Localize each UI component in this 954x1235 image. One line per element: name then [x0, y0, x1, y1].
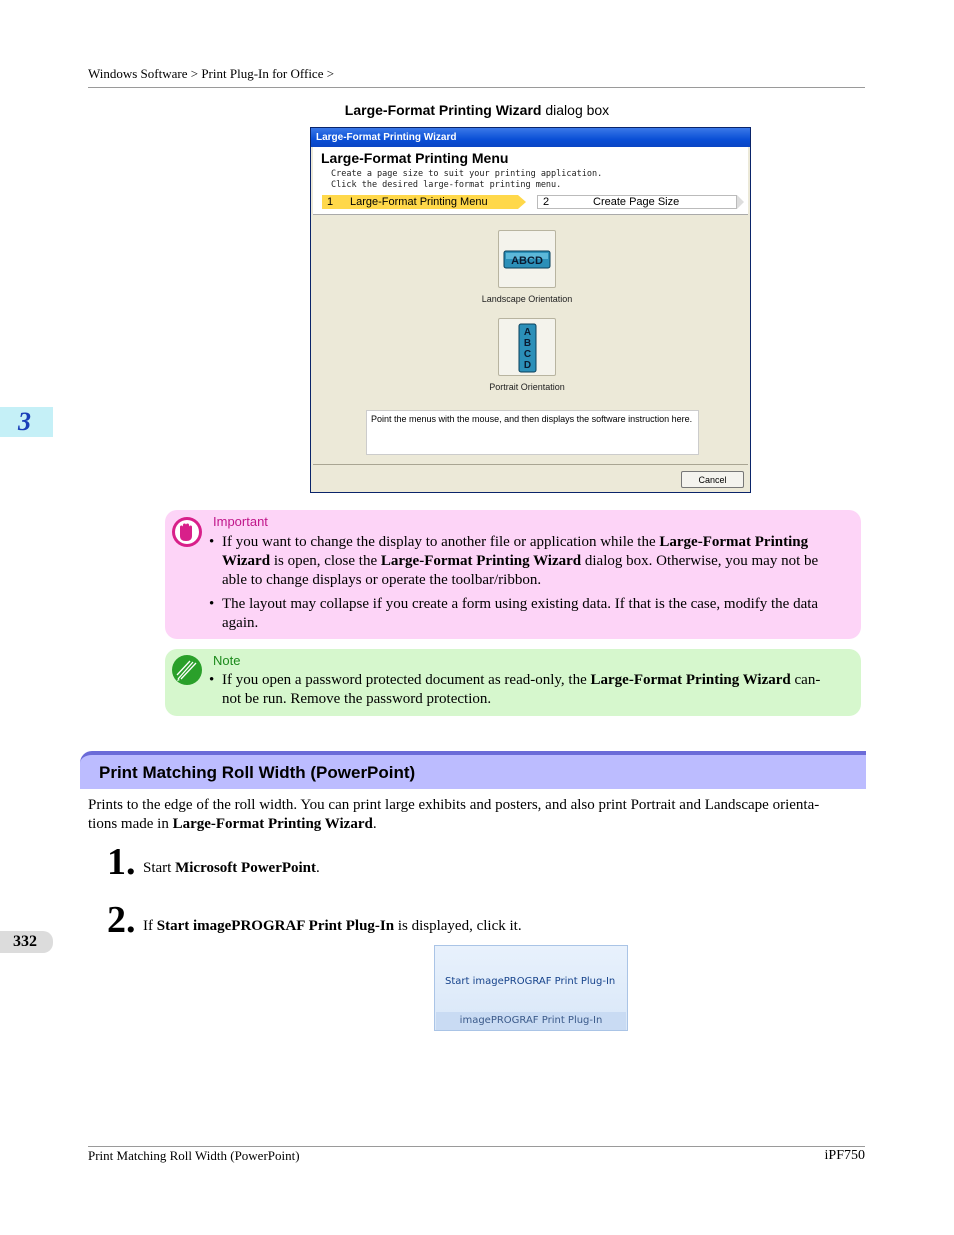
step1-label: Large-Format Printing Menu — [350, 196, 488, 208]
landscape-icon — [499, 231, 555, 287]
important-hand-icon — [171, 516, 203, 548]
text-run: dialog box. Otherwise, you may not be — [581, 553, 819, 569]
text-run: . — [372, 816, 377, 832]
step1-number: 1 — [327, 196, 334, 208]
portrait-letter-a: A — [523, 327, 532, 338]
footer-section-name: Print Matching Roll Width (PowerPoint) — [88, 1148, 300, 1163]
text-run: If you want to change the display to another file or application while the — [222, 534, 660, 550]
section-title: Print Matching Roll Width (PowerPoint) — [99, 763, 416, 782]
wizard-dialog — [310, 127, 751, 493]
note-pencil-icon — [171, 654, 203, 686]
dialog-titlebar: Large-Format Printing Wizard — [311, 128, 750, 147]
portrait-label: Portrait Orientation — [489, 382, 565, 392]
note-callout — [165, 649, 861, 716]
bold-run: Microsoft PowerPoint — [175, 860, 317, 876]
instruction-box: Point the menus with the mouse, and then displays the software instruction here. — [366, 410, 699, 455]
important-bullet-1-text — [222, 533, 850, 590]
body-paragraph — [88, 796, 858, 834]
menu-description-1: Create a page size to suit your printing application. — [331, 169, 603, 179]
section-header — [80, 751, 866, 789]
text-run: is displayed, click it. — [394, 918, 522, 934]
portrait-orientation-button[interactable] — [498, 318, 556, 376]
dialog-header — [313, 147, 748, 215]
cancel-button[interactable]: Cancel — [681, 471, 744, 488]
bold-run: Large-Format Printing Wizard — [172, 816, 373, 832]
portrait-letter-b: B — [523, 338, 532, 349]
note-bullet-text — [222, 671, 850, 709]
step-number-1: 1. — [107, 841, 136, 883]
portrait-icon — [499, 319, 555, 375]
text-run: able to change displays or operate the toolbar/ribbon. — [222, 572, 542, 588]
text-run: tions made in — [88, 816, 173, 832]
bold-run: Start imagePROGRAF Print Plug-In — [156, 918, 395, 934]
note-bullet — [209, 671, 849, 711]
text-run: Start — [143, 860, 176, 876]
important-callout — [165, 510, 861, 639]
text-run: If — [143, 918, 157, 934]
bold-run: Wizard — [222, 553, 271, 569]
breadcrumb: Windows Software > Print Plug-In for Office > — [88, 66, 335, 81]
step-text-2 — [143, 918, 522, 935]
header-rule — [88, 87, 865, 88]
step-number-2: 2. — [107, 899, 136, 941]
important-bullet-2-text — [222, 595, 850, 633]
step2-label: Create Page Size — [593, 196, 680, 208]
text-run: The layout may collapse if you create a form using existing data. If that is the case, modify the data — [222, 596, 819, 612]
important-bullet-1 — [209, 533, 849, 590]
bold-run: Large-Format Printing Wizard — [590, 672, 791, 688]
bullet-dot: • — [209, 672, 215, 688]
portrait-letter-c: C — [523, 349, 532, 360]
caption-rest: dialog box — [541, 102, 610, 118]
note-title: Note — [213, 653, 241, 668]
landscape-icon-text: ABCD — [511, 255, 543, 267]
text-run: . — [316, 860, 320, 876]
menu-description-2: Click the desired large-format printing menu. — [331, 180, 562, 190]
important-bullet-2 — [209, 595, 849, 633]
text-run: If you open a password protected document as read-only, the — [222, 672, 591, 688]
text-run: is open, close the — [270, 553, 381, 569]
dialog-separator — [313, 464, 748, 465]
landscape-orientation-button[interactable] — [498, 230, 556, 288]
landscape-label: Landscape Orientation — [481, 294, 573, 304]
bold-run: Large-Format Printing Wizard — [380, 553, 582, 569]
bold-run: Large-Format Printing — [659, 534, 809, 550]
important-title: Important — [213, 514, 268, 529]
step-text-1 — [143, 860, 320, 877]
caption-bold: Large-Format Printing Wizard — [344, 102, 542, 118]
bullet-dot: • — [209, 596, 215, 612]
step-indicator-2 — [537, 195, 737, 209]
text-run: again. — [222, 615, 259, 631]
figure-caption — [0, 102, 954, 118]
step2-number: 2 — [543, 196, 550, 208]
bullet-dot: • — [209, 534, 215, 550]
chapter-number: 3 — [18, 407, 31, 436]
footer-rule — [88, 1146, 865, 1147]
text-run: Prints to the edge of the roll width. You can print large exhibits and posters, and also print Portrait and Landscape orienta- — [88, 797, 820, 813]
text-run: not be run. Remove the password protection. — [222, 691, 492, 707]
footer-model-name: iPF750 — [824, 1148, 865, 1163]
start-plugin-button[interactable]: Start imagePROGRAF Print Plug-In — [445, 976, 616, 987]
page-number: 332 — [0, 931, 53, 953]
text-run: can- — [790, 672, 821, 688]
menu-title: Large-Format Printing Menu — [321, 150, 509, 166]
ribbon-group-label: imagePROGRAF Print Plug-In — [436, 1012, 626, 1030]
chapter-tab — [0, 407, 53, 437]
step-indicator-1 — [322, 195, 518, 209]
ribbon-group — [434, 945, 628, 1031]
portrait-letter-d: D — [523, 360, 532, 371]
